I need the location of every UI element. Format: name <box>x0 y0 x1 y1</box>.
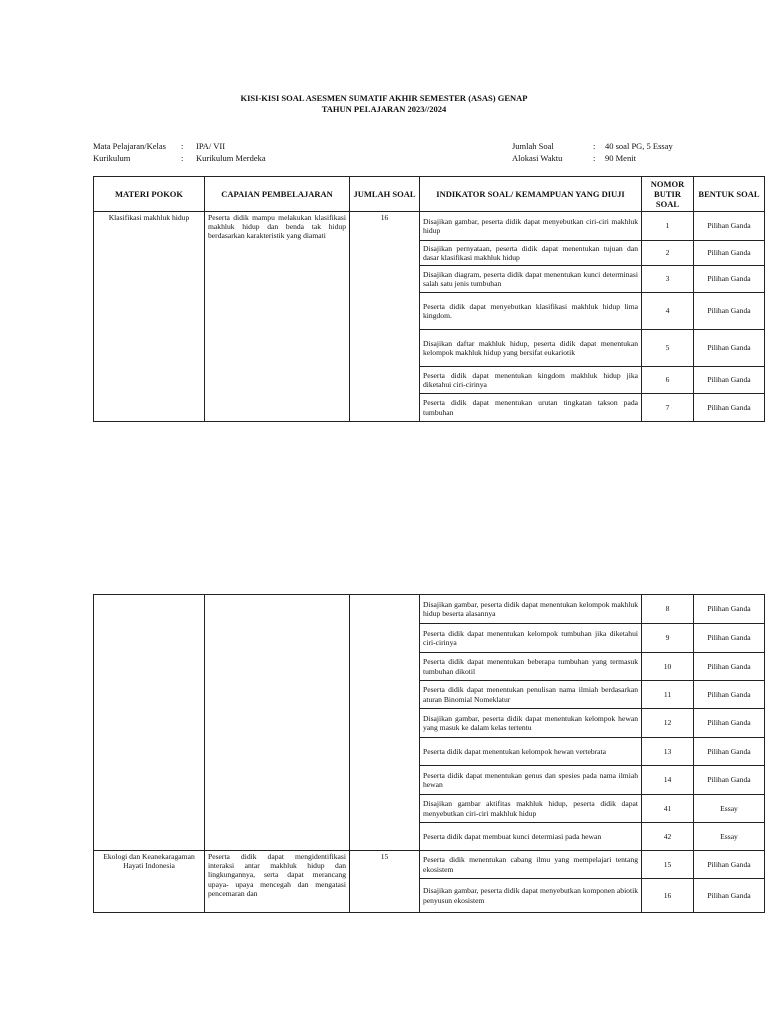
bentuk-soal-cell: Pilihan Ganda <box>694 879 765 913</box>
kisi-kisi-table-part1 <box>93 176 765 422</box>
indikator-cell: Disajikan gambar, peserta didik dapat menentukan kelompok hewan yang masuk ke dalam kelas tertentu <box>420 709 642 738</box>
bentuk-soal-cell: Pilihan Ganda <box>694 330 765 367</box>
indikator-cell: Disajikan diagram, peserta didik dapat menentukan kunci determinasi salah satu jenis tumbuhan <box>420 266 642 293</box>
mapel-label: Mata Pelajaran/Kelas <box>93 141 166 151</box>
nomor-butir-cell: 9 <box>642 624 694 653</box>
bentuk-soal-cell: Pilihan Ganda <box>694 212 765 241</box>
indikator-cell: Peserta didik dapat menentukan kelompok hewan vertebrata <box>420 738 642 766</box>
header-capaian-pembelajaran: CAPAIAN PEMBELAJARAN <box>205 177 350 212</box>
capaian-pembelajaran-cell: Peserta didik mampu melakukan klasifikasi makhluk hidup dan benda tak hidup berdasarkan karakteristik yang diamati <box>205 212 350 422</box>
bentuk-soal-cell: Essay <box>694 795 765 823</box>
bentuk-soal-cell: Pilihan Ganda <box>694 266 765 293</box>
indikator-cell: Peserta didik dapat menentukan kingdom makhluk hidup jika diketahui ciri-cirinya <box>420 367 642 394</box>
nomor-butir-cell: 14 <box>642 766 694 795</box>
jumlah-soal-cell: 16 <box>350 212 420 422</box>
mapel-sep: : <box>181 141 184 151</box>
kurikulum-label: Kurikulum <box>93 153 131 163</box>
capaian-pembelajaran-cell <box>205 595 350 851</box>
header-nomor-butir-soal: NOMOR BUTIR SOAL <box>642 177 694 212</box>
bentuk-soal-cell: Pilihan Ganda <box>694 681 765 709</box>
nomor-butir-cell: 4 <box>642 293 694 330</box>
nomor-butir-cell: 3 <box>642 266 694 293</box>
bentuk-soal-cell: Pilihan Ganda <box>694 766 765 795</box>
nomor-butir-cell: 5 <box>642 330 694 367</box>
table-part2-body <box>94 595 765 913</box>
materi-pokok-cell: Ekologi dan Keanekaragaman Hayati Indonesia <box>94 851 205 913</box>
indikator-cell: Peserta didik dapat menentukan urutan tingkatan takson pada tumbuhan <box>420 394 642 422</box>
jumlah-soal-cell <box>350 595 420 851</box>
bentuk-soal-cell: Pilihan Ganda <box>694 394 765 422</box>
alokasi-waktu-value: 90 Menit <box>605 153 636 163</box>
nomor-butir-cell: 10 <box>642 653 694 681</box>
bentuk-soal-cell: Pilihan Ganda <box>694 851 765 879</box>
indikator-cell: Peserta didik dapat membuat kunci determiasi pada hewan <box>420 823 642 851</box>
indikator-cell: Disajikan daftar makhluk hidup, peserta didik dapat menentukan kelompok makhluk hidup yang bersifat eukariotik <box>420 330 642 367</box>
table-row <box>94 212 765 241</box>
mapel-value: IPA/ VII <box>196 141 226 151</box>
table-row <box>94 851 765 879</box>
nomor-butir-cell: 6 <box>642 367 694 394</box>
indikator-cell: Peserta didik dapat menentukan beberapa tumbuhan yang termasuk tumbuhan dikotil <box>420 653 642 681</box>
indikator-cell: Peserta didik menentukan cabang ilmu yang mempelajari tentang ekosistem <box>420 851 642 879</box>
indikator-cell: Peserta didik dapat menentukan penulisan nama ilmiah berdasarkan aturan Binomial Nomeklatur <box>420 681 642 709</box>
nomor-butir-cell: 16 <box>642 879 694 913</box>
indikator-cell: Disajikan pernyataan, peserta didik dapat menentukan tujuan dan dasar klasifikasi makhluk hidup <box>420 241 642 266</box>
table-part1-body <box>94 212 765 422</box>
kisi-kisi-table-part2 <box>93 594 765 913</box>
indikator-cell: Disajikan gambar, peserta didik dapat menyebutkan komponen abiotik penyusun ekosistem <box>420 879 642 913</box>
alokasi-waktu-sep: : <box>593 153 596 163</box>
nomor-butir-cell: 1 <box>642 212 694 241</box>
nomor-butir-cell: 7 <box>642 394 694 422</box>
indikator-cell: Disajikan gambar aktifitas makhluk hidup, peserta didik dapat menyebutkan ciri-ciri makhluk hidup <box>420 795 642 823</box>
header-indikator-soal: INDIKATOR SOAL/ KEMAMPUAN YANG DIUJI <box>420 177 642 212</box>
nomor-butir-cell: 8 <box>642 595 694 624</box>
document-title: KISI-KISI SOAL ASESMEN SUMATIF AKHIR SEMESTER (ASAS) GENAP <box>240 93 528 103</box>
capaian-pembelajaran-cell: Peserta didik dapat mengidentifikasi interaksi antar makhluk hidup dan lingkungannya, serta dapat merancang upaya- upaya mencegah dan mengatasi pencemaran dan <box>205 851 350 913</box>
nomor-butir-cell: 15 <box>642 851 694 879</box>
indikator-cell: Peserta didik dapat menyebutkan klasifikasi makhluk hidup lima kingdom. <box>420 293 642 330</box>
indikator-cell: Disajikan gambar, peserta didik dapat menentukan kelompok makhluk hidup beserta alasannya <box>420 595 642 624</box>
jumlah-soal-sep: : <box>593 141 596 151</box>
bentuk-soal-cell: Pilihan Ganda <box>694 624 765 653</box>
table-row <box>94 595 765 624</box>
bentuk-soal-cell: Pilihan Ganda <box>694 367 765 394</box>
jumlah-soal-cell: 15 <box>350 851 420 913</box>
nomor-butir-cell: 12 <box>642 709 694 738</box>
bentuk-soal-cell: Pilihan Ganda <box>694 241 765 266</box>
kurikulum-sep: : <box>181 153 184 163</box>
materi-pokok-cell <box>94 595 205 851</box>
bentuk-soal-cell: Pilihan Ganda <box>694 709 765 738</box>
bentuk-soal-cell: Pilihan Ganda <box>694 653 765 681</box>
nomor-butir-cell: 41 <box>642 795 694 823</box>
bentuk-soal-cell: Pilihan Ganda <box>694 595 765 624</box>
materi-pokok-cell: Klasifikasi makhluk hidup <box>94 212 205 422</box>
kurikulum-value: Kurikulum Merdeka <box>196 153 266 163</box>
header-materi-pokok: MATERI POKOK <box>94 177 205 212</box>
nomor-butir-cell: 13 <box>642 738 694 766</box>
jumlah-soal-label: Jumlah Soal <box>512 141 554 151</box>
indikator-cell: Peserta didik dapat menentukan kelompok tumbuhan jika diketahui ciri-cirinya <box>420 624 642 653</box>
bentuk-soal-cell: Pilihan Ganda <box>694 293 765 330</box>
bentuk-soal-cell: Essay <box>694 823 765 851</box>
indikator-cell: Peserta didik dapat menentukan genus dan spesies pada nama ilmiah hewan <box>420 766 642 795</box>
header-jumlah-soal: JUMLAH SOAL <box>350 177 420 212</box>
nomor-butir-cell: 2 <box>642 241 694 266</box>
jumlah-soal-value: 40 soal PG, 5 Essay <box>605 141 673 151</box>
alokasi-waktu-label: Alokasi Waktu <box>512 153 563 163</box>
document-subtitle: TAHUN PELAJARAN 2023//2024 <box>321 104 447 114</box>
bentuk-soal-cell: Pilihan Ganda <box>694 738 765 766</box>
indikator-cell: Disajikan gambar, peserta didik dapat menyebutkan ciri-ciri makhluk hidup <box>420 212 642 241</box>
nomor-butir-cell: 11 <box>642 681 694 709</box>
nomor-butir-cell: 42 <box>642 823 694 851</box>
header-bentuk-soal: BENTUK SOAL <box>694 177 765 212</box>
